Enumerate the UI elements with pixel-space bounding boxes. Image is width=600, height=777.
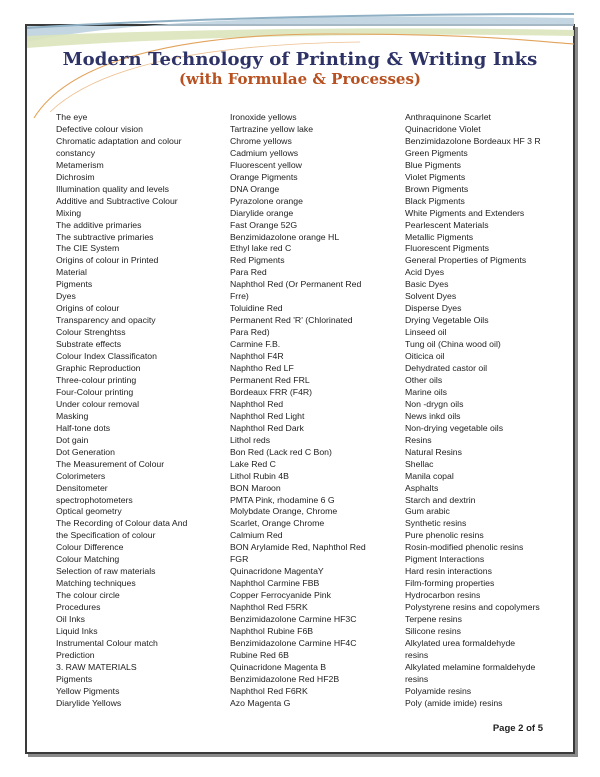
contents-column-3: [405, 112, 541, 710]
list-item: FGR: [230, 554, 249, 565]
list-item: Colour Difference: [56, 542, 124, 553]
list-item: Benzimidazolone Carmine HF4C: [230, 637, 357, 648]
list-item: Alkylated melamine formaldehyde: [405, 661, 536, 672]
list-item: Masking: [56, 410, 89, 421]
list-item: Substrate effects: [56, 339, 122, 350]
list-item: Anthraquinone Scarlet: [405, 112, 491, 122]
list-item: Defective colour vision: [56, 123, 143, 134]
list-item: Lithol Rubin 4B: [230, 470, 289, 481]
list-item: Naphthol F4R: [230, 351, 284, 362]
list-item: Dehydrated castor oil: [405, 363, 488, 374]
list-item: Pearlescent Materials: [405, 219, 489, 230]
list-item: Orange Pigments: [230, 171, 298, 182]
list-item: Naphtho Red LF: [230, 363, 294, 374]
list-item: Solvent Dyes: [405, 291, 457, 302]
list-item: Dot Generation: [56, 446, 115, 457]
list-item: Film-forming properties: [405, 578, 495, 589]
list-item: Colour Index Classificaton: [56, 351, 157, 362]
list-item: Colour Matching: [56, 554, 120, 565]
list-item: Starch and dextrin: [405, 494, 476, 505]
list-item: Poly (amide imide) resins: [405, 697, 503, 708]
list-item: Cadmium yellows: [230, 147, 299, 158]
list-item: Diarylide Yellows: [56, 697, 122, 708]
document-title: Modern Technology of Printing & Writing Inks: [62, 49, 538, 70]
list-item: Polystyrene resins and copolymers: [405, 602, 540, 613]
list-item: Shellac: [405, 458, 434, 469]
list-item: BON Arylamide Red, Naphthol Red: [230, 542, 366, 553]
list-item: White Pigments and Extenders: [405, 207, 525, 218]
contents-column-1: [56, 112, 187, 710]
list-item: Azo Magenta G: [230, 697, 291, 708]
list-item: Naphthol Rubine F6B: [230, 625, 314, 636]
list-item: Origins of colour: [56, 303, 120, 314]
list-item: Pure phenolic resins: [405, 530, 484, 541]
list-item: Half-tone dots: [56, 422, 111, 433]
list-item: Hard resin interactions: [405, 566, 492, 577]
list-item: DNA Orange: [230, 183, 280, 194]
list-item: Pigments: [56, 673, 93, 684]
list-item: Acid Dyes: [405, 267, 445, 278]
list-item: Dot gain: [56, 434, 89, 445]
list-item: Other oils: [405, 374, 443, 385]
list-item: Oiticica oil: [405, 351, 445, 362]
list-item: Alkylated urea formaldehyde: [405, 637, 516, 648]
list-item: Drying Vegetable Oils: [405, 315, 489, 326]
list-item: Non -drygn oils: [405, 398, 464, 409]
list-item: 3. RAW MATERIALS: [56, 661, 137, 672]
list-item: Procedures: [56, 602, 101, 613]
list-item: Dichrosim: [56, 171, 95, 182]
list-item: Material: [56, 267, 87, 278]
list-item: Scarlet, Orange Chrome: [230, 518, 325, 529]
list-item: Para Red: [230, 267, 267, 278]
list-item: constancy: [56, 147, 96, 158]
list-item: Copper Ferrocyanide Pink: [230, 590, 331, 601]
list-item: Colorimeters: [56, 470, 106, 481]
list-item: Quinacridone MagentaY: [230, 566, 324, 577]
list-item: Colour Strenghtss: [56, 327, 126, 338]
list-item: News inkd oils: [405, 410, 461, 421]
list-item: Natural Resins: [405, 446, 462, 457]
list-item: Transparency and opacity: [56, 315, 156, 326]
list-item: The colour circle: [56, 590, 120, 601]
list-item: Pyrazolone orange: [230, 195, 303, 206]
list-item: Naphthol Carmine FBB: [230, 578, 320, 589]
list-item: Chrome yellows: [230, 135, 292, 146]
list-item: Naphthol Red (Or Permanent Red: [230, 279, 362, 290]
list-item: Illumination quality and levels: [56, 183, 170, 194]
list-item: Lithol reds: [230, 434, 271, 445]
list-item: Carmine F.B.: [230, 339, 281, 350]
list-item: Chromatic adaptation and colour: [56, 135, 182, 146]
list-item: The CIE System: [56, 243, 120, 254]
list-item: Metamerism: [56, 159, 104, 170]
list-item: Gum arabic: [405, 506, 450, 517]
list-item: Blue Pigments: [405, 159, 462, 170]
list-item: Tung oil (China wood oil): [405, 339, 501, 350]
list-item: The Recording of Colour data And: [56, 518, 188, 529]
list-item: resins: [405, 649, 429, 660]
list-item: Graphic Reproduction: [56, 363, 141, 374]
list-item: Red Pigments: [230, 255, 285, 266]
list-item: spectrophotometers: [56, 494, 133, 505]
list-item: Benzimidazolone Carmine HF3C: [230, 614, 357, 625]
list-item: Four-Colour printing: [56, 386, 134, 397]
list-item: Naphthol Red F6RK: [230, 685, 308, 696]
list-item: Dyes: [56, 291, 76, 302]
list-item: Violet Pigments: [405, 171, 466, 182]
list-item: Manila copal: [405, 470, 454, 481]
list-item: Hydrocarbon resins: [405, 590, 481, 601]
list-item: Pigment Interactions: [405, 554, 485, 565]
list-item: Bon Red (Lack red C Bon): [230, 446, 332, 457]
list-item: Densitometer: [56, 482, 108, 493]
list-item: BON Maroon: [230, 482, 281, 493]
contents-column-2: [230, 112, 366, 710]
list-item: Mixing: [56, 207, 82, 218]
list-item: Optical geometry: [56, 506, 122, 517]
list-item: Fluorescent Pigments: [405, 243, 490, 254]
list-item: Black Pigments: [405, 195, 465, 206]
list-item: Metallic Pigments: [405, 231, 474, 242]
list-item: the Specification of colour: [56, 530, 156, 541]
list-item: Para Red): [230, 327, 270, 338]
list-item: The eye: [56, 112, 88, 122]
list-item: Benzimidazolone orange HL: [230, 231, 340, 242]
list-item: Rosin-modified phenolic resins: [405, 542, 524, 553]
list-item: Liquid Inks: [56, 625, 98, 636]
list-item: Fast Orange 52G: [230, 219, 298, 230]
list-item: Pigments: [56, 279, 93, 290]
list-item: The additive primaries: [56, 219, 142, 230]
list-item: Lake Red C: [230, 458, 276, 469]
list-item: Naphthol Red F5RK: [230, 602, 308, 613]
list-item: Green Pigments: [405, 147, 468, 158]
list-item: PMTA Pink, rhodamine 6 G: [230, 494, 335, 505]
list-item: Toluidine Red: [230, 303, 283, 314]
list-item: Benzimidazolone Red HF2B: [230, 673, 340, 684]
list-item: Matching techniques: [56, 578, 136, 589]
list-item: Polyamide resins: [405, 685, 472, 696]
list-item: Diarylide orange: [230, 207, 294, 218]
list-item: Non-drying vegetable oils: [405, 422, 504, 433]
list-item: Oil Inks: [56, 614, 85, 625]
list-item: Origins of colour in Printed: [56, 255, 159, 266]
list-item: Calmium Red: [230, 530, 283, 541]
list-item: Terpene resins: [405, 614, 462, 625]
list-item: Naphthol Red Light: [230, 410, 305, 421]
list-item: Basic Dyes: [405, 279, 449, 290]
list-item: Benzimidazolone Bordeaux HF 3 R: [405, 135, 541, 146]
list-item: Molybdate Orange, Chrome: [230, 506, 338, 517]
list-item: Additive and Subtractive Colour: [56, 195, 178, 206]
list-item: General Properties of Pigments: [405, 255, 527, 266]
list-item: Under colour removal: [56, 398, 140, 409]
list-item: Quinacridone Violet: [405, 123, 481, 134]
list-item: Frre): [230, 291, 249, 302]
list-item: Permanent Red 'R' (Chlorinated: [230, 315, 353, 326]
list-item: Tartrazine yellow lake: [230, 123, 314, 134]
list-item: Silicone resins: [405, 625, 462, 636]
list-item: Bordeaux FRR (F4R): [230, 386, 313, 397]
list-item: Fluorescent yellow: [230, 159, 302, 170]
list-item: Ethyl lake red C: [230, 243, 292, 254]
list-item: Naphthol Red Dark: [230, 422, 304, 433]
list-item: Disperse Dyes: [405, 303, 462, 314]
list-item: Yellow Pigments: [56, 685, 120, 696]
list-item: Rubine Red 6B: [230, 649, 289, 660]
list-item: Asphalts: [405, 482, 439, 493]
list-item: Naphthol Red: [230, 398, 284, 409]
list-item: Selection of raw materials: [56, 566, 156, 577]
list-item: Ironoxide yellows: [230, 112, 297, 122]
list-item: Linseed oil: [405, 327, 447, 338]
list-item: Synthetic resins: [405, 518, 467, 529]
list-item: The Measurement of Colour: [56, 458, 165, 469]
list-item: Prediction: [56, 649, 95, 660]
document-subtitle: (with Formulae & Processes): [178, 70, 422, 88]
list-item: Resins: [405, 434, 432, 445]
list-item: Quinacridone Magenta B: [230, 661, 327, 672]
list-item: resins: [405, 673, 429, 684]
list-item: Marine oils: [405, 386, 448, 397]
list-item: The subtractive primaries: [56, 231, 154, 242]
list-item: Three-colour printing: [56, 374, 137, 385]
list-item: Instrumental Colour match: [56, 637, 158, 648]
list-item: Permanent Red FRL: [230, 374, 310, 385]
page-number: Page 2 of 5: [492, 723, 543, 734]
list-item: Brown Pigments: [405, 183, 469, 194]
